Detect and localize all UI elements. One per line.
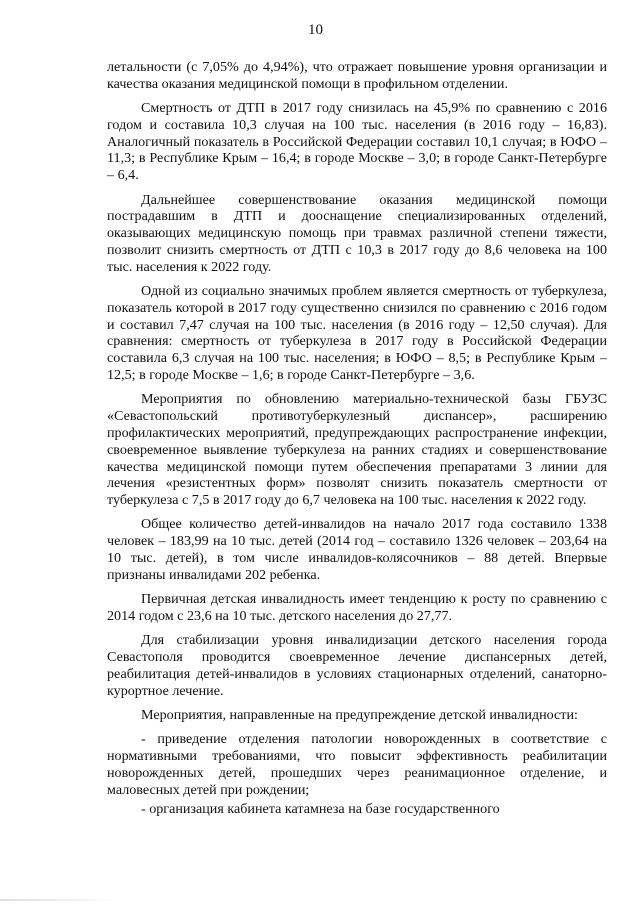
paragraph-5: Мероприятия по обновлению материально-технической базы ГБУЗС «Севастопольский противотуберкулезный диспансер», расширению профилактических мероприятий, предупреждающих распространение инфекции, своевременное выявление туберкулеза на ранних стадиях и совершенствование качества медицинской помощи путем обеспечения препаратами 3 линии для лечения «резистентных форм» позволят снизить показатель смертности от туберкулеза с 7,5 в 2017 году до 6,7 человека на 100 тыс. населения к 2022 году.	[107, 391, 607, 509]
list-item-2: - организация кабинета катамнеза на базе государственного	[141, 801, 500, 818]
page-number: 10	[308, 22, 323, 38]
paragraph-6: Общее количество детей-инвалидов на начало 2017 года составило 1338 человек – 183,99 на 10 тыс. детей (2014 год – составило 1326 человек – 203,64 на 10 тыс. детей), в том числе инвалидов-колясочников – 88 детей. Впервые признаны инвалидами 202 ребенка.	[107, 516, 607, 583]
paragraph-7: Первичная детская инвалидность имеет тенденцию к росту по сравнению с 2014 годом с 23,6 на 10 тыс. детского населения до 27,77.	[107, 591, 607, 624]
paragraph-3: Дальнейшее совершенствование оказания медицинской помощи пострадавшим в ДТП и дооснащение специализированных отделений, оказывающих медицинскую помощь при травмах различной степени тяжести, позволит снизить смертность от ДТП с 10,3 в 2017 году до 8,6 человека на 100 тыс. населения к 2022 году.	[107, 191, 607, 275]
paragraph-9: Мероприятия, направленные на предупреждение детской инвалидности:	[141, 706, 578, 723]
paragraph-2: Смертность от ДТП в 2017 году снизилась на 45,9% по сравнению с 2016 годом и составила 10,3 случая на 100 тыс. населения (в 2016 году – 16,83). Аналогичный показатель в Российской Федерации составил 10,1 случая; в ЮФО – 11,3; в Республике Крым – 16,4; в городе Москве – 3,0; в городе Санкт-Петербурге – 6,4.	[107, 100, 607, 184]
list-item-1: - приведение отделения патологии новорожденных в соответствие с нормативными требованиями, что повысит эффективность реабилитации новорожденных детей, прошедших через реанимационное отделение, и маловесных детей при рождении;	[107, 731, 607, 798]
paragraph-4: Одной из социально значимых проблем является смертность от туберкулеза, показатель которой в 2017 году существенно снизился по сравнению с 2016 годом и составил 7,47 случая на 100 тыс. населения (в 2016 году – 12,50 случая). Для сравнения: смертность от туберкулеза в 2017 году в Российской Федерации составила 6,3 случая на 100 тыс. населения; в ЮФО – 8,5; в Республике Крым – 12,5; в городе Москве – 1,6; в городе Санкт-Петербурге – 3,6.	[107, 283, 607, 384]
paragraph-1: летальности (с 7,05% до 4,94%), что отражает повышение уровня организации и качества оказания медицинской помощи в профильном отделении.	[107, 59, 607, 92]
paragraph-8: Для стабилизации уровня инвалидизации детского населения города Севастополя проводится своевременное лечение диспансерных детей, реабилитация детей-инвалидов в условиях стационарных отделений, санаторно-курортное лечение.	[107, 632, 607, 699]
document-body	[107, 59, 607, 821]
scan-artifact	[0, 899, 120, 901]
